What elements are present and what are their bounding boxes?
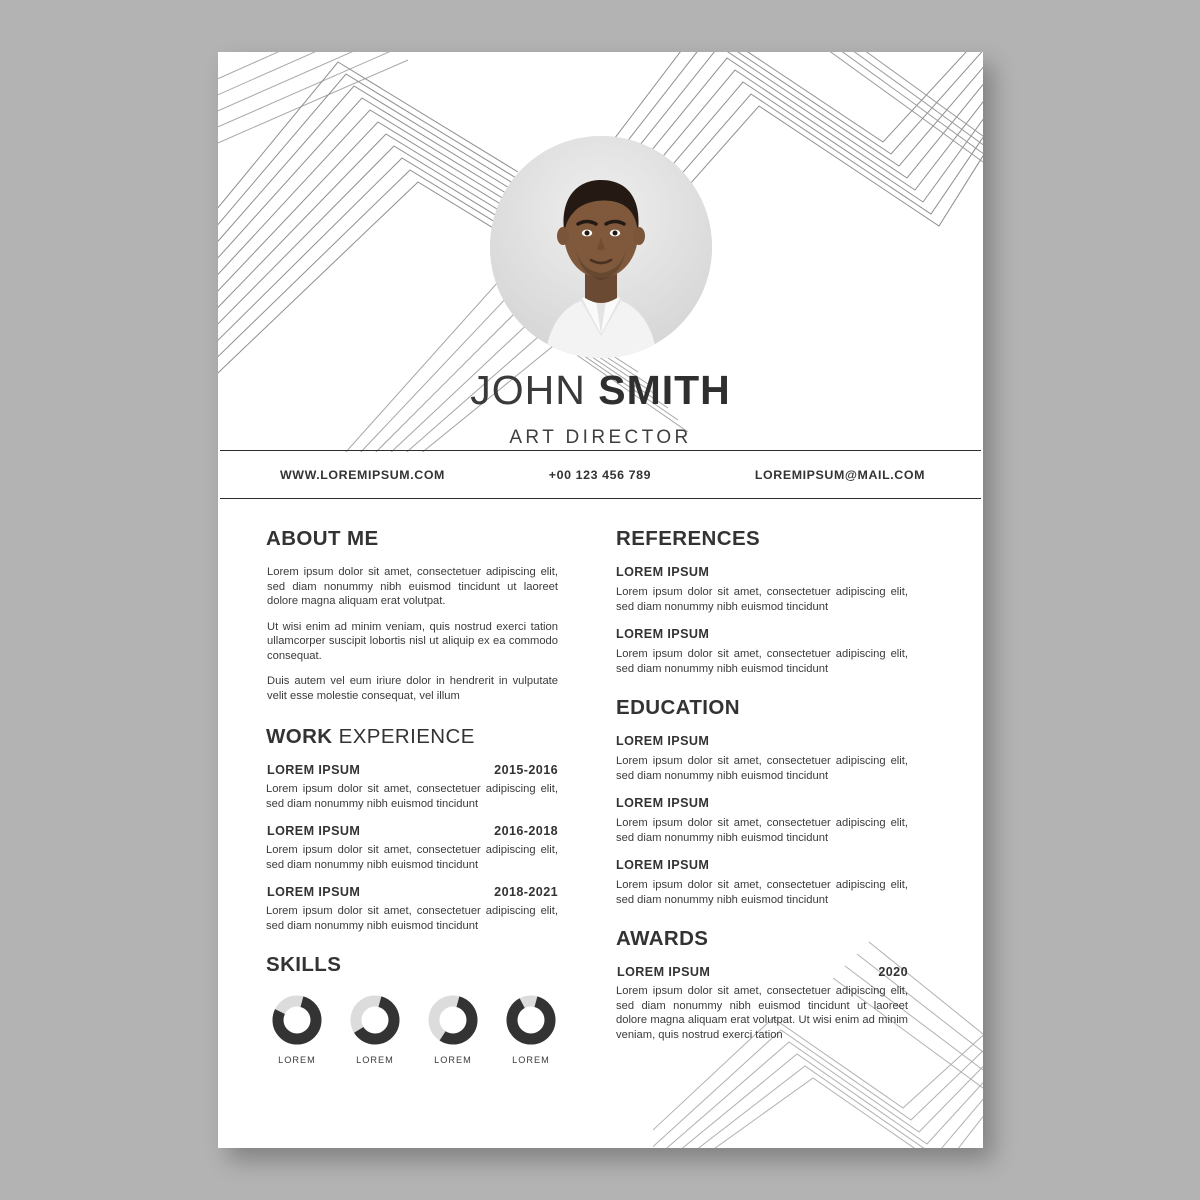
contact-bar (220, 450, 981, 499)
about-me-paragraph: Ut wisi enim ad minim veniam, quis nostrud exerci tation ullamcorper suscipit lobortis nisl ut aliquip ex ea commodo consequat. (267, 620, 558, 662)
section-skills (266, 953, 558, 1065)
last-name: SMITH (598, 367, 731, 413)
skill-label: LOREM (278, 1055, 316, 1065)
work-experience-heading-bold: WORK (266, 725, 333, 748)
award-entry-head (616, 965, 908, 979)
contact-website[interactable]: WWW.LOREMIPSUM.COM (280, 467, 445, 482)
education-entry-title: LOREM IPSUM (616, 858, 710, 872)
reference-entry (616, 627, 908, 676)
about-me-heading: ABOUT ME (266, 527, 379, 550)
contact-email[interactable]: LOREMIPSUM@MAIL.COM (754, 467, 925, 482)
skills-heading: SKILLS (266, 953, 342, 976)
skill-ring-chart (504, 993, 558, 1047)
work-entry-date: 2018-2021 (494, 885, 558, 899)
award-entry-date: 2020 (878, 965, 908, 979)
work-entry (266, 885, 558, 933)
resume-body (218, 499, 983, 1065)
skill-item (426, 993, 480, 1065)
work-entry-description: Lorem ipsum dolor sit amet, consectetuer adipiscing elit, sed diam nonummy nibh euismod tincidunt (266, 844, 558, 871)
skill-label: LOREM (512, 1055, 550, 1065)
skills-row (266, 993, 558, 1065)
award-entry (616, 965, 908, 1042)
reference-entry-title: LOREM IPSUM (616, 627, 710, 641)
education-entry-description: Lorem ipsum dolor sit amet, consectetuer adipiscing elit, sed diam nonummy nibh euismod tincidunt (616, 817, 908, 844)
skill-item (504, 993, 558, 1065)
page-title (218, 367, 983, 414)
work-entry-description: Lorem ipsum dolor sit amet, consectetuer adipiscing elit, sed diam nonummy nibh euismod tincidunt (266, 783, 558, 810)
skill-ring-chart (426, 993, 480, 1047)
right-column (616, 527, 908, 1065)
education-entry (616, 858, 908, 907)
work-entry-date: 2015-2016 (494, 763, 558, 777)
skill-ring-chart (270, 993, 324, 1047)
work-entry-head (266, 824, 558, 838)
work-entry-date: 2016-2018 (494, 824, 558, 838)
education-entry-title: LOREM IPSUM (616, 734, 710, 748)
resume-page (218, 52, 983, 1148)
about-me-paragraph: Duis autem vel eum iriure dolor in hendrerit in vulputate velit esse molestie consequat, vel illum (267, 675, 558, 702)
section-awards (616, 927, 908, 1042)
skill-ring-chart (348, 993, 402, 1047)
section-references (616, 527, 908, 676)
work-entry-head (266, 885, 558, 899)
resume-header (218, 52, 983, 450)
work-entry-description: Lorem ipsum dolor sit amet, consectetuer adipiscing elit, sed diam nonummy nibh euismod tincidunt (266, 905, 558, 932)
work-experience-heading-light: EXPERIENCE (338, 725, 475, 748)
section-work-experience (266, 725, 558, 933)
education-entry-description: Lorem ipsum dolor sit amet, consectetuer adipiscing elit, sed diam nonummy nibh euismod tincidunt (616, 879, 908, 906)
work-entry-title: LOREM IPSUM (267, 885, 361, 899)
education-entry-title: LOREM IPSUM (616, 796, 710, 810)
awards-heading: AWARDS (616, 927, 709, 950)
skill-label: LOREM (356, 1055, 394, 1065)
left-column (266, 527, 558, 1065)
reference-entry-description: Lorem ipsum dolor sit amet, consectetuer adipiscing elit, sed diam nonummy nibh euismod tincidunt (616, 648, 908, 675)
references-heading: REFERENCES (616, 527, 761, 550)
education-entry-description: Lorem ipsum dolor sit amet, consectetuer adipiscing elit, sed diam nonummy nibh euismod tincidunt (616, 755, 908, 782)
about-me-paragraph: Lorem ipsum dolor sit amet, consectetuer adipiscing elit, sed diam nonummy nibh euismod tincidunt ut laoreet dolore magna aliquam erat volutpat. (267, 566, 558, 607)
education-entry (616, 796, 908, 845)
work-experience-heading (266, 725, 558, 749)
education-heading: EDUCATION (616, 696, 740, 719)
reference-entry-title: LOREM IPSUM (616, 565, 710, 579)
work-entry (266, 763, 558, 811)
section-education (616, 696, 908, 907)
award-entry-title: LOREM IPSUM (617, 965, 711, 979)
reference-entry-description: Lorem ipsum dolor sit amet, consectetuer adipiscing elit, sed diam nonummy nibh euismod tincidunt (616, 586, 908, 613)
skill-label: LOREM (434, 1055, 472, 1065)
contact-phone[interactable]: +00 123 456 789 (548, 467, 652, 482)
award-entry-description: Lorem ipsum dolor sit amet, consectetuer adipiscing elit, sed diam nonummy nibh euismod tincidunt ut laoreet dolore magna aliquam erat volutpat. Ut wisi enim ad minim veniam, quis nostrud exerci tation (616, 985, 908, 1041)
reference-entry (616, 565, 908, 614)
section-about-me (266, 527, 558, 703)
portrait-illustration (490, 136, 712, 358)
work-entry-title: LOREM IPSUM (267, 824, 361, 838)
work-entry (266, 824, 558, 872)
avatar (490, 136, 712, 358)
work-entry-head (266, 763, 558, 777)
skill-item (348, 993, 402, 1065)
skill-item (270, 993, 324, 1065)
first-name: JOHN (470, 367, 586, 413)
job-title: ART DIRECTOR (509, 427, 692, 448)
work-entry-title: LOREM IPSUM (267, 763, 361, 777)
education-entry (616, 734, 908, 783)
